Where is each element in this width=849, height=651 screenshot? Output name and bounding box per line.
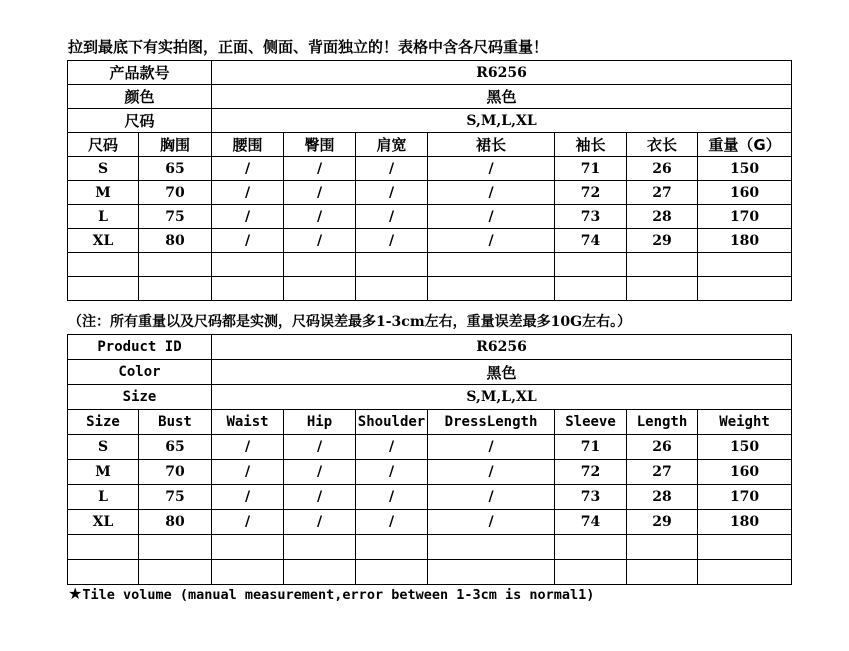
table-cell: 180 [698,510,792,535]
header-cell: Length [627,410,698,435]
product-value: R6256 [212,335,792,360]
product-label: Product ID [68,335,212,360]
color-label: Color [68,360,212,385]
header-cell: 臀围 [284,133,356,157]
header-cell: Bust [139,410,212,435]
table-cell: XL [68,510,139,535]
table-cell: / [212,229,284,253]
table-cell: 26 [627,157,698,181]
table-cell: / [284,460,356,485]
header-cell: Hip [284,410,356,435]
table-cell: 70 [139,181,212,205]
table-cell [698,535,792,560]
table-row [68,535,792,560]
table-cell [627,253,698,277]
table-cell: 180 [698,229,792,253]
table-cell: 70 [139,460,212,485]
table-cell: 160 [698,460,792,485]
table-cell: / [284,181,356,205]
table-cell [356,560,428,585]
table-row [68,460,792,485]
english-table-body [68,435,792,585]
table-cell: / [428,435,555,460]
table-cell: 72 [555,181,627,205]
table-cell: / [428,485,555,510]
table-cell: / [356,205,428,229]
table-cell [698,560,792,585]
table-cell: S [68,157,139,181]
size-value: S,M,L,XL [212,385,792,410]
table-cell: 28 [627,485,698,510]
table-cell: / [428,510,555,535]
table-cell [428,253,555,277]
header-cell: Weight [698,410,792,435]
table-cell [698,253,792,277]
header-cell: 袖长 [555,133,627,157]
table-row [68,229,792,253]
header-cell: Size [68,410,139,435]
table-cell: 75 [139,205,212,229]
table-cell: L [68,485,139,510]
table-cell: 27 [627,181,698,205]
table-cell: 27 [627,460,698,485]
table-cell: / [356,510,428,535]
table-cell [68,535,139,560]
size-label: Size [68,385,212,410]
table-cell: 80 [139,510,212,535]
footnote-text: Tile volume (manual measurement,error between 1-3cm is normal1) [82,587,595,603]
chinese-size-table [67,60,792,301]
table-cell: / [212,460,284,485]
table-cell: 75 [139,485,212,510]
table-cell: 170 [698,205,792,229]
table-cell: 29 [627,229,698,253]
table-cell: 150 [698,157,792,181]
english-size-table [67,334,792,585]
header-cell: 胸围 [139,133,212,157]
table-cell: 65 [139,157,212,181]
table-cell [627,277,698,301]
table-cell: / [284,485,356,510]
table-cell: 26 [627,435,698,460]
table-cell [284,560,356,585]
footnote [68,584,594,605]
table-row [68,510,792,535]
measurement-note: （注：所有重量以及尺码都是实测，尺码误差最多1-3cm左右，重量误差最多10G左右。） [68,314,632,330]
table-cell: XL [68,229,139,253]
color-row [68,360,792,385]
product-label: 产品款号 [68,61,212,85]
color-label: 颜色 [68,85,212,109]
table-cell [284,253,356,277]
table-row [68,157,792,181]
header-cell: 尺码 [68,133,139,157]
header-cell: Sleeve [555,410,627,435]
table-cell: L [68,205,139,229]
header-cell: 重量（G） [698,133,792,157]
table-cell: / [212,485,284,510]
table-cell: 29 [627,510,698,535]
table-cell: M [68,181,139,205]
header-cell: Waist [212,410,284,435]
table-cell: / [356,485,428,510]
table-cell [212,277,284,301]
table-cell: 71 [555,435,627,460]
table-cell [555,253,627,277]
table-cell: 80 [139,229,212,253]
top-note: 拉到最底下有实拍图，正面、侧面、背面独立的！表格中含各尺码重量！ [68,38,549,56]
size-row [68,385,792,410]
table-cell [68,277,139,301]
table-cell [356,535,428,560]
table-cell: / [212,205,284,229]
table-cell: 74 [555,229,627,253]
table-cell: 73 [555,205,627,229]
table-cell [356,253,428,277]
table-cell: 170 [698,485,792,510]
table-row [68,277,792,301]
table-cell [212,560,284,585]
table-cell [555,560,627,585]
table-cell: 150 [698,435,792,460]
header-cell: 裙长 [428,133,555,157]
header-cell: 衣长 [627,133,698,157]
table-cell: / [284,510,356,535]
size-value: S,M,L,XL [212,109,792,133]
header-row [68,410,792,435]
table-cell: / [428,181,555,205]
table-cell: / [284,435,356,460]
table-cell: / [212,181,284,205]
table-cell: / [428,157,555,181]
size-label: 尺码 [68,109,212,133]
table-cell: 28 [627,205,698,229]
table-cell [139,535,212,560]
header-cell: 肩宽 [356,133,428,157]
table-cell [139,253,212,277]
size-row [68,109,792,133]
table-cell [284,535,356,560]
table-cell: / [212,157,284,181]
table-cell [212,535,284,560]
table-cell: 73 [555,485,627,510]
table-row [68,485,792,510]
star-icon: ★ [68,584,83,603]
table-cell [356,277,428,301]
table-cell [139,277,212,301]
table-row [68,205,792,229]
color-value: 黑色 [212,85,792,109]
table-row [68,181,792,205]
table-cell: 74 [555,510,627,535]
table-row [68,560,792,585]
table-cell: / [428,460,555,485]
table-cell [428,560,555,585]
product-row [68,335,792,360]
table-cell [68,253,139,277]
chinese-table-body [68,157,792,301]
product-row [68,61,792,85]
table-cell: / [212,435,284,460]
header-cell: 腰围 [212,133,284,157]
header-row [68,133,792,157]
table-cell: 160 [698,181,792,205]
table-cell: / [428,229,555,253]
table-row [68,253,792,277]
table-cell: / [284,229,356,253]
table-cell [212,253,284,277]
table-cell [428,277,555,301]
table-cell: 72 [555,460,627,485]
table-cell: 65 [139,435,212,460]
header-cell: DressLength [428,410,555,435]
table-cell [284,277,356,301]
table-cell: M [68,460,139,485]
table-cell [428,535,555,560]
product-value: R6256 [212,61,792,85]
table-cell: / [356,229,428,253]
table-cell: / [428,205,555,229]
table-cell [68,560,139,585]
table-cell [555,535,627,560]
table-row [68,435,792,460]
table-cell [627,560,698,585]
table-cell [139,560,212,585]
table-cell: / [356,157,428,181]
table-cell [627,535,698,560]
color-value: 黑色 [212,360,792,385]
table-cell: / [284,157,356,181]
table-cell: / [284,205,356,229]
header-cell: Shoulder [356,410,428,435]
table-cell: S [68,435,139,460]
table-cell: / [356,460,428,485]
table-cell [555,277,627,301]
table-cell: / [356,435,428,460]
table-cell: / [212,510,284,535]
table-cell: 71 [555,157,627,181]
color-row [68,85,792,109]
table-cell: / [356,181,428,205]
table-cell [698,277,792,301]
